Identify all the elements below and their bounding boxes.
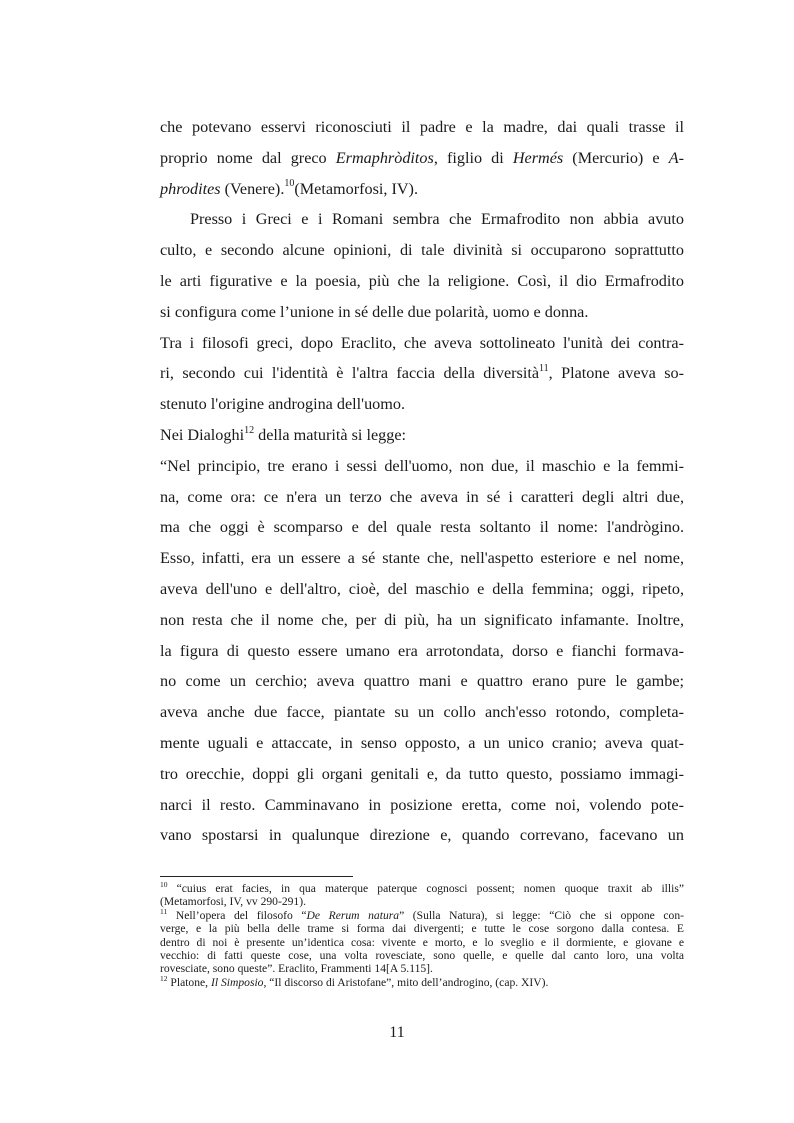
text-run: verge, e la più bella delle trame si forma dai divergenti; e tutte le cose sorgono dalla contesa. E xyxy=(160,922,684,936)
text-line xyxy=(160,328,684,359)
quote-line xyxy=(160,697,684,728)
footnote-marker: 11 xyxy=(160,908,168,916)
text-run: che potevano esservi riconosciuti il padre e la madre, dai quali trasse il xyxy=(160,118,684,136)
text-run: della maturità si legge: xyxy=(254,425,407,444)
italic-text: Hermés xyxy=(512,148,564,167)
text-run: la figura di questo essere umano era arrotondata, dorso e fianchi formava- xyxy=(160,641,684,660)
footnote-line xyxy=(160,922,684,935)
text-run: rovesciate, sono queste”. Eraclito, Frammenti 14[A 5.115]. xyxy=(160,962,433,976)
footnote-line xyxy=(160,936,684,949)
quote-line xyxy=(160,790,684,821)
text-line xyxy=(160,420,684,451)
footnote-line xyxy=(160,882,684,895)
text-run: narci il resto. Camminavano in posizione eretta, come noi, volendo pote- xyxy=(160,795,684,814)
footnote-marker: 10 xyxy=(160,882,168,890)
footnote-separator xyxy=(160,876,353,877)
text-run: na, come ora: ce n'era un terzo che aveva in sé i caratteri degli altri due, xyxy=(160,487,684,506)
text-run: vano spostarsi in qualunque direzione e, quando correvano, facevano un xyxy=(160,826,684,845)
text-run: si configura come l’unione in sé delle due polarità, uomo e donna. xyxy=(160,302,589,321)
italic-text: A- xyxy=(668,148,684,167)
text-run: no come un cerchio; aveva quattro mani e quattro erano pure le gambe; xyxy=(160,672,684,691)
text-run: culto, e secondo alcune opinioni, di tale divinità si occuparono soprattutto xyxy=(160,241,684,260)
italic-text: Ermaphròditos xyxy=(335,148,434,167)
text-run: ” (Sulla Natura), si legge: “Ciò che si oppone con- xyxy=(399,908,684,922)
text-run: le arti figurative e la poesia, più che la religione. Così, il dio Ermafrodito xyxy=(160,271,684,290)
footnote-marker: 10 xyxy=(284,178,295,190)
footnote-line xyxy=(160,962,684,975)
quote-line xyxy=(160,451,684,482)
text-run: vecchio: di fatti queste cose, una volta rovesciate, sono quelle, e quelle dal canto loro, una volta xyxy=(160,948,684,962)
quote-line xyxy=(160,574,684,605)
quote-line xyxy=(160,820,684,851)
text-run: , “Il discorso di Aristofane”, mito dell’androgino, (cap. XIV). xyxy=(263,975,549,989)
footnote-marker: 11 xyxy=(539,362,549,374)
text-run: ma che oggi è scomparso e del quale resta soltanto il nome: l'andrògino. xyxy=(160,518,684,537)
text-line xyxy=(160,297,684,328)
quote-line xyxy=(160,666,684,697)
footnote-marker: 12 xyxy=(160,973,168,983)
quote-line xyxy=(160,728,684,759)
italic-text: De Rerum natura xyxy=(306,908,400,922)
quote-line xyxy=(160,543,684,574)
text-run: “cuius erat facies, in qua materque paterque cognosci possent; nomen quoque traxit ab illis” xyxy=(167,882,684,895)
text-run: “Nel principio, tre erano i sessi dell'uomo, non due, il maschio e la femmi- xyxy=(160,456,684,475)
footnote-line xyxy=(160,949,684,962)
italic-text: phrodites xyxy=(160,179,221,198)
footnote-line xyxy=(160,973,684,989)
text-run: Tra i filosofi greci, dopo Eraclito, che aveva sottolineato l'unità dei contra- xyxy=(160,333,684,352)
text-run: proprio nome dal greco xyxy=(160,148,336,167)
text-run: , Platone aveva so- xyxy=(548,364,684,383)
quote-line xyxy=(160,636,684,667)
quote-line xyxy=(160,482,684,513)
text-run: (Venere). xyxy=(220,179,285,198)
text-run: Nell’opera del filosofo “ xyxy=(167,908,307,922)
quote-line xyxy=(160,605,684,636)
text-run: , figlio di xyxy=(433,148,513,167)
text-run: tro orecchie, doppi gli organi genitali e, da tutto questo, possiamo immagi- xyxy=(160,764,684,783)
text-run: dentro di noi è presente un’identica cosa: vivente e morto, e lo sveglio e il dormiente, e giovane e xyxy=(160,935,684,949)
text-run: stenuto l'origine androgina dell'uomo. xyxy=(160,395,406,414)
text-run: mente uguali e attaccate, in senso opposto, a un unico cranio; aveva quat- xyxy=(160,733,684,752)
page-number: 11 xyxy=(389,1024,405,1041)
text-line xyxy=(160,389,684,420)
main-text xyxy=(160,112,684,851)
quote-line xyxy=(160,512,684,543)
footnote-line xyxy=(160,909,684,922)
text-line xyxy=(160,358,684,389)
text-run: Esso, infatti, era un essere a sé stante che, nell'aspetto esteriore e nel nome, xyxy=(160,549,684,568)
text-run: Presso i Greci e i Romani sembra che Ermafrodito non abbia avuto xyxy=(190,210,684,229)
text-run: (Metamorfosi, IV). xyxy=(294,179,418,198)
text-run: ri, secondo cui l'identità è l'altra faccia della diversità xyxy=(160,364,540,383)
text-run: Platone, xyxy=(167,975,211,989)
text-line xyxy=(160,174,684,205)
italic-text: Il Simposio xyxy=(210,975,264,989)
text-run: (Mercurio) e xyxy=(563,148,669,167)
text-line xyxy=(160,266,684,297)
footnotes xyxy=(160,882,684,989)
text-run: non resta che il nome che, per di più, ha un significato infamante. Inoltre, xyxy=(160,610,684,629)
footnote-marker: 12 xyxy=(244,424,255,436)
text-line xyxy=(160,235,684,266)
text-line xyxy=(160,112,684,143)
text-run: (Metamorfosi, IV, vv 290-291). xyxy=(160,895,306,909)
text-run: Nei Dialoghi xyxy=(160,425,245,444)
text-run: aveva dell'uno e dell'altro, cioè, del maschio e della femmina; oggi, ripeto, xyxy=(160,579,684,598)
footnote-line xyxy=(160,895,684,908)
quote-line xyxy=(160,759,684,790)
paragraph-start-line xyxy=(160,204,684,235)
text-line xyxy=(160,143,684,174)
text-run: aveva anche due facce, piantate su un collo anch'esso rotondo, completa- xyxy=(160,703,684,722)
